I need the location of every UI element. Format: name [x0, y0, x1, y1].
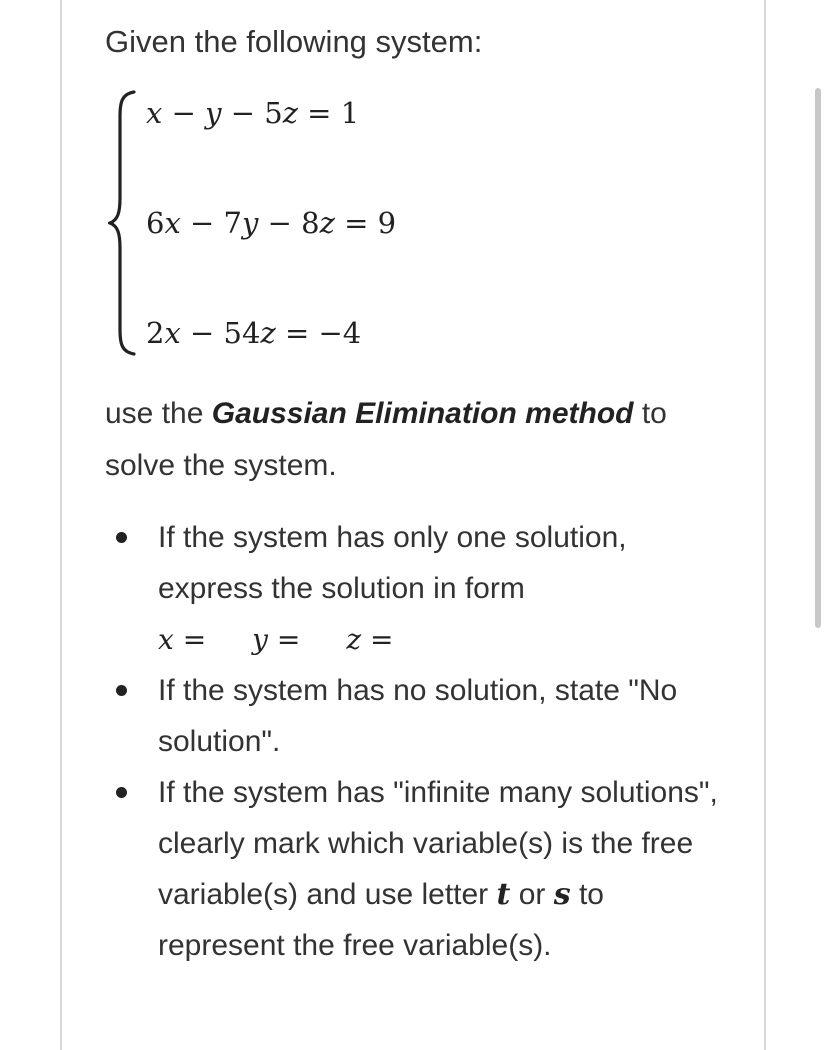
condition-list: [108, 512, 718, 971]
bullet-icon: [116, 685, 127, 696]
equation-3: 2x − 54z = −4: [146, 316, 362, 350]
bullet-icon: [116, 787, 127, 798]
list-item-infinite-solutions: If the system has "infinite many solutions", clearly mark which variable(s) is the free variable(s) and use letter t or s to represent the free variable(s).: [108, 767, 718, 971]
equation-system: [108, 88, 528, 358]
intro-text: Given the following system:: [105, 24, 483, 59]
list-item-one-solution: [108, 512, 718, 665]
no-solution-text: If the system has no solution, state "No solution".: [158, 674, 678, 758]
free-variable-t: t: [496, 877, 511, 912]
method-name: Gaussian Elimination method: [211, 397, 634, 430]
equation-1: x − y − 5z = 1: [146, 96, 360, 130]
list-item-no-solution: [108, 665, 718, 767]
free-variable-s: s: [553, 877, 571, 912]
scrollbar[interactable]: [815, 88, 821, 628]
equation-2: 6x − 7y − 8z = 9: [146, 206, 397, 240]
bullet-icon: [116, 532, 127, 543]
left-brace-icon: [108, 88, 140, 358]
solution-form: x = y = z =: [158, 623, 394, 656]
one-solution-text: If the system has only one solution, express the solution in form: [158, 521, 627, 605]
instruction-text: use the Gaussian Elimination method to solve the system.: [105, 397, 667, 482]
